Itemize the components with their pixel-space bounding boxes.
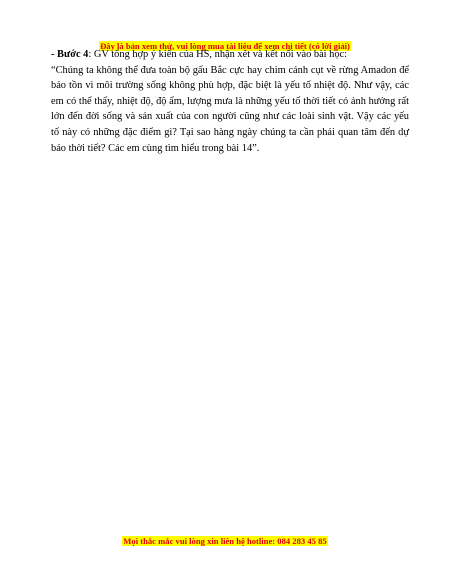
hotline-footer	[0, 534, 450, 547]
teacher-quote-paragraph: “Chúng ta không thể đưa toàn bộ gấu Bắc cực hay chim cánh cụt về rừng Amadon để bảo tồn vì môi trường sống không phù hợp, đặc biệt là yếu tố nhiệt độ. Như vậy, các em có thể thấy, nhiệt độ, độ ẩm, lượng mưa là những yếu tố thời tiết có ảnh hưởng rất lớn đến đời sống và sản xuất của con người cũng như các loài sinh vật. Vậy các yếu tố này có những đặc điểm gì? Tại sao hàng ngày chúng ta cần phải quan tâm đến dự báo thời tiết? Các em cùng tìm hiểu trong bài 14”.	[51, 64, 409, 154]
step-paragraph	[51, 47, 409, 63]
step-label: - Bước 4	[51, 49, 89, 60]
hotline-footer-text: Mọi thắc mắc vui lòng xin liên hệ hotline: 084 283 45 85	[123, 536, 327, 546]
preview-banner-text: Đây là bản xem thử, vui lòng mua tài liệu để xem chi tiết (có lời giải)	[100, 41, 350, 51]
document-body	[51, 47, 409, 156]
step-text: : GV tổng hợp ý kiến của HS, nhận xét và kết nối vào bài học:	[88, 49, 348, 60]
